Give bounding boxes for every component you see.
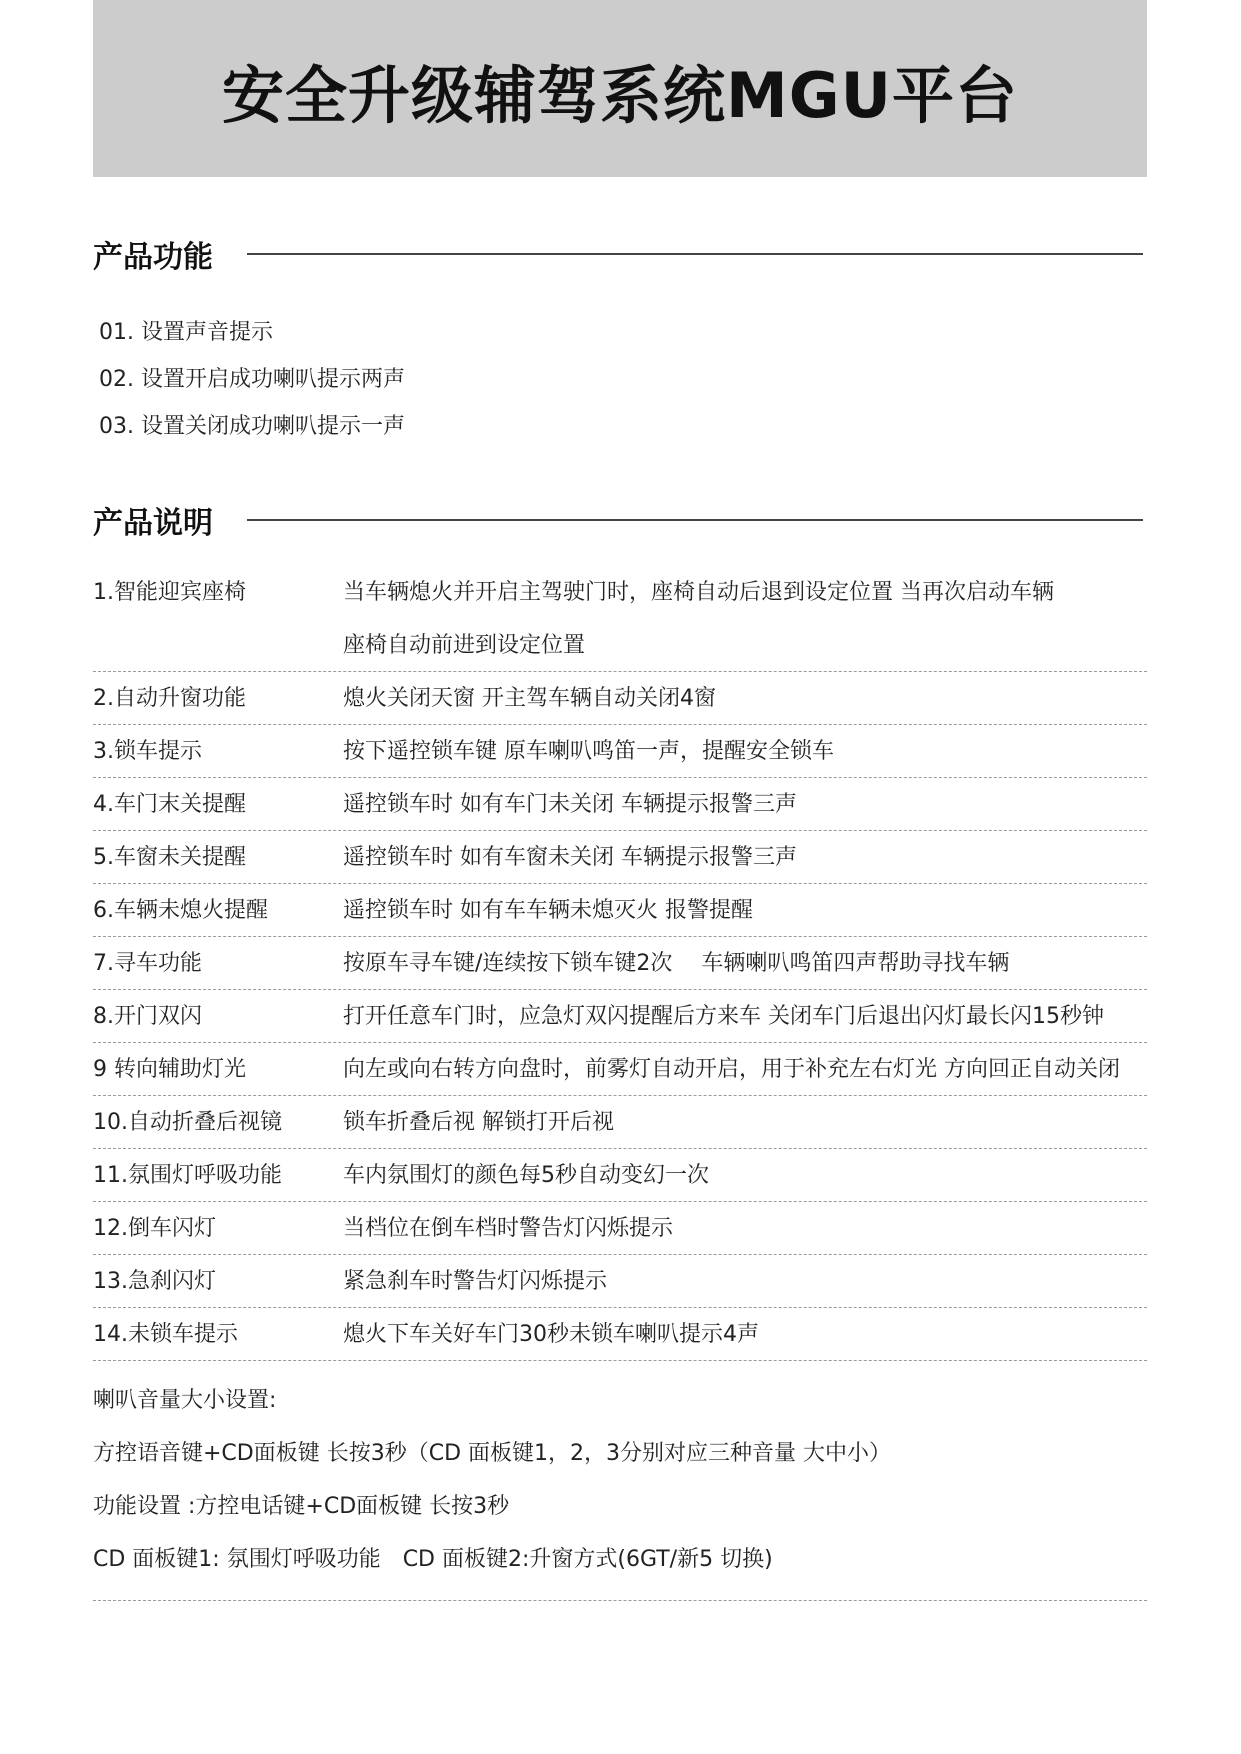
row-text-line: 座椅自动前进到设定位置 <box>343 633 586 658</box>
table-row <box>93 1255 1147 1308</box>
table-row <box>93 778 1147 831</box>
end-divider <box>93 1600 1147 1601</box>
row-text-line: 按原车寻车键/连续按下锁车键2次 车辆喇叭鸣笛四声帮助寻找车辆 <box>343 951 1010 976</box>
feature-item: 02. 设置开启成功喇叭提示两声 <box>99 367 405 392</box>
row-text-line: 按下遥控锁车键 原车喇叭鸣笛一声，提醒安全锁车 <box>343 739 834 764</box>
row-text-line: 锁车折叠后视 解锁打开后视 <box>343 1110 614 1135</box>
description-table <box>93 566 1147 1361</box>
row-text <box>343 1267 1147 1297</box>
row-name: 1.智能迎宾座椅 <box>93 580 246 605</box>
feature-item: 01. 设置声音提示 <box>99 320 273 345</box>
row-name: 2.自动升窗功能 <box>93 686 246 711</box>
table-row <box>93 1096 1147 1149</box>
row-text-line: 遥控锁车时 如有车车辆未熄灭火 报警提醒 <box>343 898 753 923</box>
feature-item: 03. 设置关闭成功喇叭提示一声 <box>99 414 405 439</box>
note-heading: 喇叭音量大小设置: <box>93 1388 277 1413</box>
description-heading: 产品说明 <box>93 506 213 541</box>
row-text-line: 向左或向右转方向盘时，前雾灯自动开启，用于补充左右灯光 方向回正自动关闭 <box>343 1057 1120 1082</box>
row-text-line: 遥控锁车时 如有车窗未关闭 车辆提示报警三声 <box>343 845 797 870</box>
table-row <box>93 725 1147 778</box>
row-text-line: 紧急刹车时警告灯闪烁提示 <box>343 1269 608 1294</box>
row-name: 7.寻车功能 <box>93 951 202 976</box>
row-text-line: 熄火下车关好车门30秒未锁车喇叭提示4声 <box>343 1322 759 1347</box>
row-text-line: 打开任意车门时，应急灯双闪提醒后方来车 关闭车门后退出闪灯最长闪15秒钟 <box>343 1004 1104 1029</box>
table-row <box>93 566 1147 672</box>
row-text <box>343 1055 1147 1085</box>
row-text <box>343 1108 1147 1138</box>
functions-section-header <box>93 232 1147 276</box>
section-divider <box>247 519 1143 521</box>
row-text <box>343 578 1147 661</box>
row-name: 4.车门末关提醒 <box>93 792 246 817</box>
row-text <box>343 1161 1147 1191</box>
row-name: 5.车窗未关提醒 <box>93 845 246 870</box>
row-name: 12.倒车闪灯 <box>93 1216 216 1241</box>
row-text <box>343 737 1147 767</box>
table-row <box>93 990 1147 1043</box>
row-text <box>343 896 1147 926</box>
row-text-line: 车内氛围灯的颜色每5秒自动变幻一次 <box>343 1163 709 1188</box>
row-name: 13.急刹闪灯 <box>93 1269 216 1294</box>
row-name: 3.锁车提示 <box>93 739 202 764</box>
table-row <box>93 1308 1147 1361</box>
row-text-line: 当档位在倒车档时警告灯闪烁提示 <box>343 1216 674 1241</box>
table-row <box>93 937 1147 990</box>
section-divider <box>247 253 1143 255</box>
row-text <box>343 790 1147 820</box>
row-text <box>343 1002 1147 1032</box>
table-row <box>93 1043 1147 1096</box>
table-row <box>93 884 1147 937</box>
row-text <box>343 1214 1147 1244</box>
description-section-header <box>93 498 1147 542</box>
row-text <box>343 684 1147 714</box>
functions-heading: 产品功能 <box>93 240 213 275</box>
row-text-line: 当车辆熄火并开启主驾驶门时，座椅自动后退到设定位置 当再次启动车辆 <box>343 580 1054 605</box>
row-name: 8.开门双闪 <box>93 1004 202 1029</box>
table-row <box>93 831 1147 884</box>
feature-list <box>99 318 405 459</box>
table-row <box>93 672 1147 725</box>
row-text <box>343 949 1147 979</box>
note-line: 功能设置 :方控电话键+CD面板键 长按3秒 <box>93 1494 510 1519</box>
row-name: 10.自动折叠后视镜 <box>93 1110 282 1135</box>
row-name: 14.未锁车提示 <box>93 1322 238 1347</box>
table-row <box>93 1202 1147 1255</box>
settings-notes <box>93 1386 1147 1601</box>
row-text <box>343 1320 1147 1350</box>
page-title: 安全升级辅驾系统MGU平台 <box>222 59 1018 132</box>
row-name: 6.车辆未熄火提醒 <box>93 898 268 923</box>
table-row <box>93 1149 1147 1202</box>
row-text-line: 遥控锁车时 如有车门未关闭 车辆提示报警三声 <box>343 792 797 817</box>
row-name: 11.氛围灯呼吸功能 <box>93 1163 282 1188</box>
row-text-line: 熄火关闭天窗 开主驾车辆自动关闭4窗 <box>343 686 716 711</box>
title-banner <box>93 0 1147 177</box>
row-name: 9 转向辅助灯光 <box>93 1057 246 1082</box>
note-line: 方控语音键+CD面板键 长按3秒（CD 面板键1，2，3分别对应三种音量 大中小） <box>93 1441 892 1466</box>
row-text <box>343 843 1147 873</box>
note-line: CD 面板键1: 氛围灯呼吸功能 CD 面板键2:升窗方式(6GT/新5 切换) <box>93 1547 773 1572</box>
